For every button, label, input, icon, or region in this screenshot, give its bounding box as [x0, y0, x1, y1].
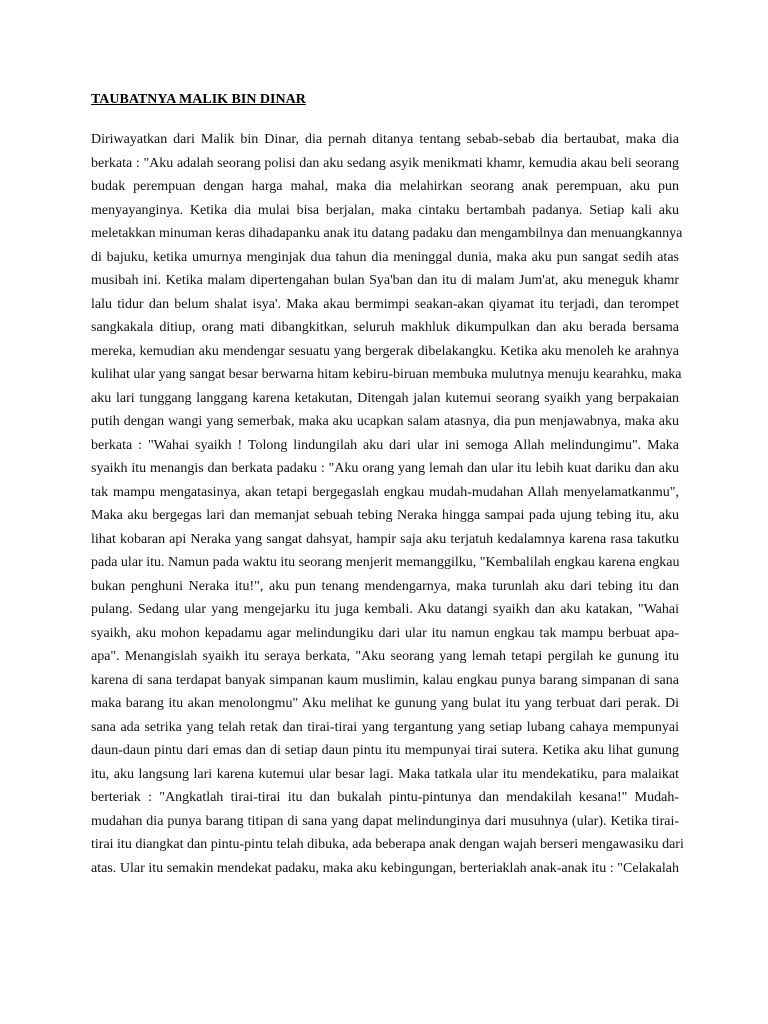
text-line: meletakkan minuman keras dihadapanku anak itu datang padaku dan mengambilnya dan menuangkannya [91, 226, 683, 241]
text-line: putih dengan wangi yang semerbak, maka aku ucapkan salam atasnya, dia pun menjawabnya, maka aku [91, 414, 679, 429]
text-line: karena di sana terdapat banyak simpanan kaum muslimin, kalau engkau punya barang simpanan di sana [91, 672, 679, 688]
text-line: berkata : "Wahai syaikh ! Tolong lindungilah aku dari ular ini semoga Allah melindungimu". Maka [91, 437, 679, 453]
text-line: mereka, kemudian aku mendengar sesuatu yang bergerak dibelakangku. Ketika aku menoleh ke arahnya [91, 343, 679, 359]
text-line: berteriak : "Angkatlah tirai-tirai itu dan bukalah pintu-pintunya dan mendakilah kesana!" Mudah- [91, 790, 679, 805]
text-line: berkata : "Aku adalah seorang polisi dan aku sedang asyik menikmati khamr, kemudia akau beli seorang [91, 155, 679, 171]
text-line: mudahan dia punya barang titipan di sana yang dapat melindunginya dari musuhnya (ular). Ketika tirai- [91, 813, 679, 829]
text-line: musibah ini. Ketika malam dipertengahan bulan Sya'ban dan itu di malam Jum'at, aku meneguk khamr [91, 273, 679, 288]
text-line: aku lari tunggang langgang karena ketakutan, Ditengah jalan kutemui seorang syaikh yang berpakaian [91, 390, 679, 406]
text-line: lalu tidur dan belum shalat isya'. Maka akau bermimpi seakan-akan qiyamat itu terjadi, dan terompet [91, 296, 679, 312]
text-line: pada ular itu. Namun pada waktu itu seorang menjerit memanggilku, "Kembalilah engkau karena engkau [91, 555, 680, 570]
text-line: bukan penghuni Neraka itu!", aku pun tenang mendengarnya, maka turunlah aku dari tebing itu dan [91, 578, 679, 594]
text-line: atas. Ular itu semakin mendekat padaku, maka aku kebingungan, berteriaklah anak-anak itu : "Celakalah [91, 860, 679, 876]
text-line: syaikh, aku mohon kepadamu agar melindungiku dari ular itu namun engkau tak mampu berbuat apa- [91, 625, 679, 641]
text-line: sangkakala ditiup, orang mati dibangkitkan, seluruh makhluk dikumpulkan dan aku berada bersama [91, 320, 679, 335]
text-line: sana ada setrika yang telah retak dan tirai-tirai yang tergantung yang setiap lubang cahaya mempunyai [91, 719, 679, 735]
text-line: Maka aku bergegas lari dan memanjat sebuah tebing Neraka hingga sampai pada ujung tebing itu, aku [91, 508, 679, 523]
text-line: budak perempuan dengan harga mahal, maka dia melahirkan seorang anak perempuan, aku pun [91, 179, 679, 194]
text-line: daun-daun pintu dari emas dan di setiap daun pintu itu mempunyai tirai sutera. Ketika aku lihat gunung [91, 743, 679, 758]
text-line: pulang. Sedang ular yang mengejarku itu juga kembali. Aku datangi syaikh dan aku katakan, "Wahai [91, 602, 679, 617]
document-title: TAUBATNYA MALIK BIN DINAR [91, 92, 306, 107]
text-line: Diriwayatkan dari Malik bin Dinar, dia pernah ditanya tentang sebab-sebab dia bertaubat, maka dia [91, 132, 679, 147]
document-body [91, 128, 684, 880]
text-line: tak mampu mengatasinya, akan tetapi bergegaslah engkau mudah-mudahan Allah menyelamatkanmu", [91, 484, 679, 500]
text-line: di bajuku, ketika umurnya menginjak dua tahun dia meninggal dunia, maka aku pun sangat sedih atas [91, 249, 679, 265]
text-line: menyayanginya. Ketika dia mulai bisa berjalan, maka cintaku bertambah padanya. Setiap kali aku [91, 202, 679, 218]
text-line: apa". Menangislah syaikh itu seraya berkata, "Aku seorang yang lemah tetapi pergilah ke gunung itu [91, 649, 679, 664]
text-line: syaikh itu menangis dan berkata padaku : "Aku orang yang lemah dan ular itu lebih kuat dariku dan aku [91, 461, 679, 476]
text-line: kulihat ular yang sangat besar berwarna hitam kebiru-biruan membuka mulutnya menuju kearahku, maka [91, 367, 682, 382]
text-line: lihat kobaran api Neraka yang sangat dahsyat, hampir saja aku terjatuh kedalamnya karena rasa takutku [91, 531, 679, 547]
text-line: itu, aku langsung lari karena kutemui ular besar lagi. Maka tatkala ular itu mendekatiku, para malaikat [91, 766, 679, 782]
text-line: tirai itu diangkat dan pintu-pintu telah dibuka, ada beberapa anak dengan wajah berseri mengawasiku dari [91, 837, 684, 852]
text-line: maka barang itu akan menolongmu" Aku melihat ke gunung yang bulat itu yang terbuat dari perak. Di [91, 696, 679, 711]
